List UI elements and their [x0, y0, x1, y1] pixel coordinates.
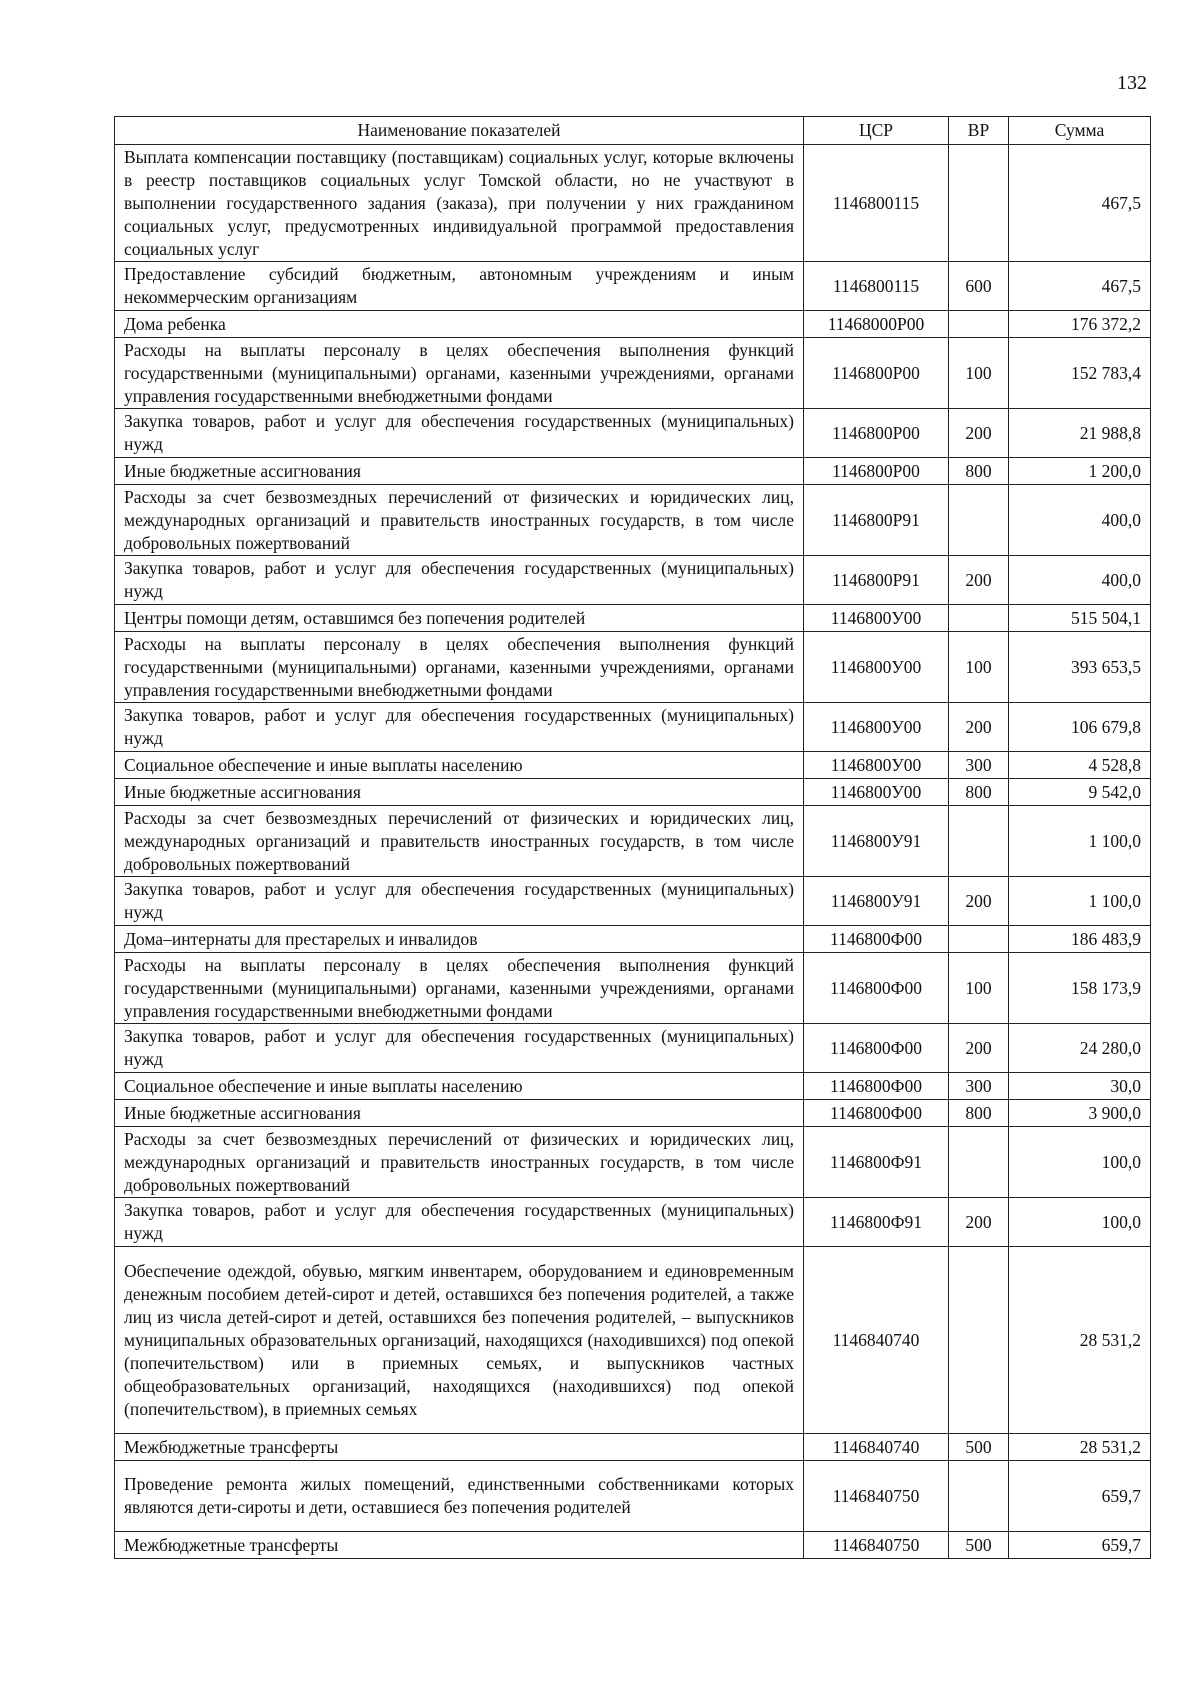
- table-row: [115, 953, 1151, 1024]
- table-row: [115, 145, 1151, 262]
- cell-vr: 500: [949, 1434, 1009, 1461]
- cell-vr: [949, 145, 1009, 262]
- cell-sum: 186 483,9: [1009, 926, 1151, 953]
- cell-vr: [949, 1247, 1009, 1434]
- cell-sum: 30,0: [1009, 1073, 1151, 1100]
- cell-sum: 158 173,9: [1009, 953, 1151, 1024]
- cell-vr: [949, 1461, 1009, 1532]
- cell-name: Иные бюджетные ассигнования: [115, 1100, 804, 1127]
- cell-csr: 1146800Ф00: [804, 926, 949, 953]
- cell-sum: 1 100,0: [1009, 877, 1151, 926]
- header-vr: ВР: [949, 117, 1009, 145]
- cell-csr: 1146800У91: [804, 806, 949, 877]
- table-row: [115, 1198, 1151, 1247]
- table-row: [115, 1247, 1151, 1434]
- cell-vr: 100: [949, 953, 1009, 1024]
- table-row: [115, 926, 1151, 953]
- table-row: [115, 1434, 1151, 1461]
- cell-csr: 1146800У00: [804, 703, 949, 752]
- cell-name: Закупка товаров, работ и услуг для обеспечения государственных (муниципальных) нужд: [115, 1024, 804, 1073]
- cell-vr: 800: [949, 779, 1009, 806]
- cell-csr: 1146800Р91: [804, 556, 949, 605]
- cell-csr: 1146800Р00: [804, 338, 949, 409]
- cell-sum: 106 679,8: [1009, 703, 1151, 752]
- table-row: [115, 605, 1151, 632]
- cell-csr: 1146800У00: [804, 632, 949, 703]
- table-row: [115, 338, 1151, 409]
- cell-csr: 1146800Р00: [804, 458, 949, 485]
- cell-csr: 1146840740: [804, 1434, 949, 1461]
- cell-sum: 659,7: [1009, 1461, 1151, 1532]
- cell-vr: [949, 1127, 1009, 1198]
- cell-vr: 300: [949, 752, 1009, 779]
- cell-csr: 1146800Ф00: [804, 953, 949, 1024]
- cell-sum: 4 528,8: [1009, 752, 1151, 779]
- cell-name: Расходы за счет безвозмездных перечислений от физических и юридических лиц, международных организаций и правительств иностранных государств, в том числе добровольных пожертвований: [115, 806, 804, 877]
- cell-vr: 200: [949, 556, 1009, 605]
- cell-vr: 300: [949, 1073, 1009, 1100]
- table-row: [115, 1024, 1151, 1073]
- cell-vr: [949, 311, 1009, 338]
- cell-sum: 24 280,0: [1009, 1024, 1151, 1073]
- cell-csr: 1146840750: [804, 1532, 949, 1559]
- cell-csr: 1146800Р00: [804, 409, 949, 458]
- table-row: [115, 632, 1151, 703]
- cell-sum: 152 783,4: [1009, 338, 1151, 409]
- cell-name: Закупка товаров, работ и услуг для обеспечения государственных (муниципальных) нужд: [115, 556, 804, 605]
- cell-vr: 600: [949, 262, 1009, 311]
- cell-name: Закупка товаров, работ и услуг для обеспечения государственных (муниципальных) нужд: [115, 703, 804, 752]
- cell-sum: 28 531,2: [1009, 1247, 1151, 1434]
- cell-sum: 100,0: [1009, 1127, 1151, 1198]
- cell-csr: 1146800Ф00: [804, 1024, 949, 1073]
- cell-name: Выплата компенсации поставщику (поставщикам) социальных услуг, которые включены в реестр поставщиков социальных услуг Томской области, но не участвуют в выполнении государственного задания (заказа), при получении у них гражданином социальных услуг, предусмотренных индивидуальной программой предоставления социальных услуг: [115, 145, 804, 262]
- cell-csr: 11468000Р00: [804, 311, 949, 338]
- cell-name: Центры помощи детям, оставшимся без попечения родителей: [115, 605, 804, 632]
- cell-name: Межбюджетные трансферты: [115, 1434, 804, 1461]
- table-row: [115, 458, 1151, 485]
- cell-csr: 1146800У00: [804, 605, 949, 632]
- cell-vr: 200: [949, 409, 1009, 458]
- table-body: [115, 145, 1151, 1559]
- cell-vr: 800: [949, 458, 1009, 485]
- cell-name: Расходы за счет безвозмездных перечислений от физических и юридических лиц, международных организаций и правительств иностранных государств, в том числе добровольных пожертвований: [115, 485, 804, 556]
- cell-sum: 1 200,0: [1009, 458, 1151, 485]
- cell-name: Расходы на выплаты персоналу в целях обеспечения выполнения функций государственными (муниципальными) органами, казенными учреждениями, органами управления государственными внебюджетными фондами: [115, 338, 804, 409]
- table-row: [115, 311, 1151, 338]
- cell-sum: 393 653,5: [1009, 632, 1151, 703]
- cell-csr: 1146800Р91: [804, 485, 949, 556]
- cell-csr: 1146800Ф00: [804, 1073, 949, 1100]
- cell-name: Дома–интернаты для престарелых и инвалидов: [115, 926, 804, 953]
- cell-sum: 659,7: [1009, 1532, 1151, 1559]
- cell-vr: 100: [949, 632, 1009, 703]
- cell-csr: 1146800Ф00: [804, 1100, 949, 1127]
- cell-name: Расходы за счет безвозмездных перечислений от физических и юридических лиц, международных организаций и правительств иностранных государств, в том числе добровольных пожертвований: [115, 1127, 804, 1198]
- cell-name: Закупка товаров, работ и услуг для обеспечения государственных (муниципальных) нужд: [115, 409, 804, 458]
- table-row: [115, 409, 1151, 458]
- table-row: [115, 752, 1151, 779]
- cell-sum: 9 542,0: [1009, 779, 1151, 806]
- cell-csr: 1146800У00: [804, 779, 949, 806]
- header-name: Наименование показателей: [115, 117, 804, 145]
- cell-sum: 467,5: [1009, 145, 1151, 262]
- table-row: [115, 1073, 1151, 1100]
- table-row: [115, 1532, 1151, 1559]
- cell-name: Дома ребенка: [115, 311, 804, 338]
- cell-csr: 1146800Ф91: [804, 1198, 949, 1247]
- cell-sum: 28 531,2: [1009, 1434, 1151, 1461]
- cell-sum: 400,0: [1009, 485, 1151, 556]
- cell-sum: 1 100,0: [1009, 806, 1151, 877]
- cell-sum: 515 504,1: [1009, 605, 1151, 632]
- page-number: 132: [1117, 72, 1147, 94]
- cell-vr: [949, 605, 1009, 632]
- cell-vr: 100: [949, 338, 1009, 409]
- table-row: [115, 1461, 1151, 1532]
- table-row: [115, 1100, 1151, 1127]
- table-row: [115, 703, 1151, 752]
- cell-vr: 800: [949, 1100, 1009, 1127]
- cell-csr: 1146800115: [804, 262, 949, 311]
- cell-sum: 400,0: [1009, 556, 1151, 605]
- cell-sum: 176 372,2: [1009, 311, 1151, 338]
- cell-sum: 100,0: [1009, 1198, 1151, 1247]
- cell-name: Проведение ремонта жилых помещений, единственными собственниками которых являются дети-сироты и дети, оставшиеся без попечения родителей: [115, 1461, 804, 1532]
- cell-vr: [949, 485, 1009, 556]
- cell-sum: 467,5: [1009, 262, 1151, 311]
- cell-csr: 1146840750: [804, 1461, 949, 1532]
- cell-csr: 1146800Ф91: [804, 1127, 949, 1198]
- table-row: [115, 485, 1151, 556]
- table-row: [115, 262, 1151, 311]
- cell-sum: 21 988,8: [1009, 409, 1151, 458]
- cell-name: Закупка товаров, работ и услуг для обеспечения государственных (муниципальных) нужд: [115, 877, 804, 926]
- cell-csr: 1146840740: [804, 1247, 949, 1434]
- header-sum: Сумма: [1009, 117, 1151, 145]
- table-row: [115, 556, 1151, 605]
- cell-vr: 200: [949, 877, 1009, 926]
- cell-name: Закупка товаров, работ и услуг для обеспечения государственных (муниципальных) нужд: [115, 1198, 804, 1247]
- cell-name: Социальное обеспечение и иные выплаты населению: [115, 1073, 804, 1100]
- cell-vr: 200: [949, 1024, 1009, 1073]
- cell-name: Социальное обеспечение и иные выплаты населению: [115, 752, 804, 779]
- header-csr: ЦСР: [804, 117, 949, 145]
- table-row: [115, 779, 1151, 806]
- budget-table: [114, 116, 1151, 1559]
- table-header-row: [115, 117, 1151, 145]
- cell-name: Расходы на выплаты персоналу в целях обеспечения выполнения функций государственными (муниципальными) органами, казенными учреждениями, органами управления государственными внебюджетными фондами: [115, 953, 804, 1024]
- table-row: [115, 1127, 1151, 1198]
- cell-name: Обеспечение одеждой, обувью, мягким инвентарем, оборудованием и единовременным денежным пособием детей-сирот и детей, оставшихся без попечения родителей, а также лиц из числа детей-сирот и детей, оставшихся без попечения родителей, – выпускников муниципальных образовательных организаций, находящихся (находившихся) под опекой (попечительством) или в приемных семьях, и выпускников частных общеобразовательных организаций, находящихся (находившихся) под опекой (попечительством), в приемных семьях: [115, 1247, 804, 1434]
- cell-vr: 200: [949, 1198, 1009, 1247]
- cell-vr: 200: [949, 703, 1009, 752]
- table-row: [115, 877, 1151, 926]
- cell-csr: 1146800У91: [804, 877, 949, 926]
- cell-vr: 500: [949, 1532, 1009, 1559]
- cell-csr: 1146800115: [804, 145, 949, 262]
- cell-vr: [949, 806, 1009, 877]
- cell-name: Расходы на выплаты персоналу в целях обеспечения выполнения функций государственными (муниципальными) органами, казенными учреждениями, органами управления государственными внебюджетными фондами: [115, 632, 804, 703]
- cell-name: Предоставление субсидий бюджетным, автономным учреждениям и иным некоммерческим организациям: [115, 262, 804, 311]
- cell-vr: [949, 926, 1009, 953]
- cell-sum: 3 900,0: [1009, 1100, 1151, 1127]
- cell-name: Иные бюджетные ассигнования: [115, 458, 804, 485]
- cell-name: Межбюджетные трансферты: [115, 1532, 804, 1559]
- table-row: [115, 806, 1151, 877]
- cell-name: Иные бюджетные ассигнования: [115, 779, 804, 806]
- cell-csr: 1146800У00: [804, 752, 949, 779]
